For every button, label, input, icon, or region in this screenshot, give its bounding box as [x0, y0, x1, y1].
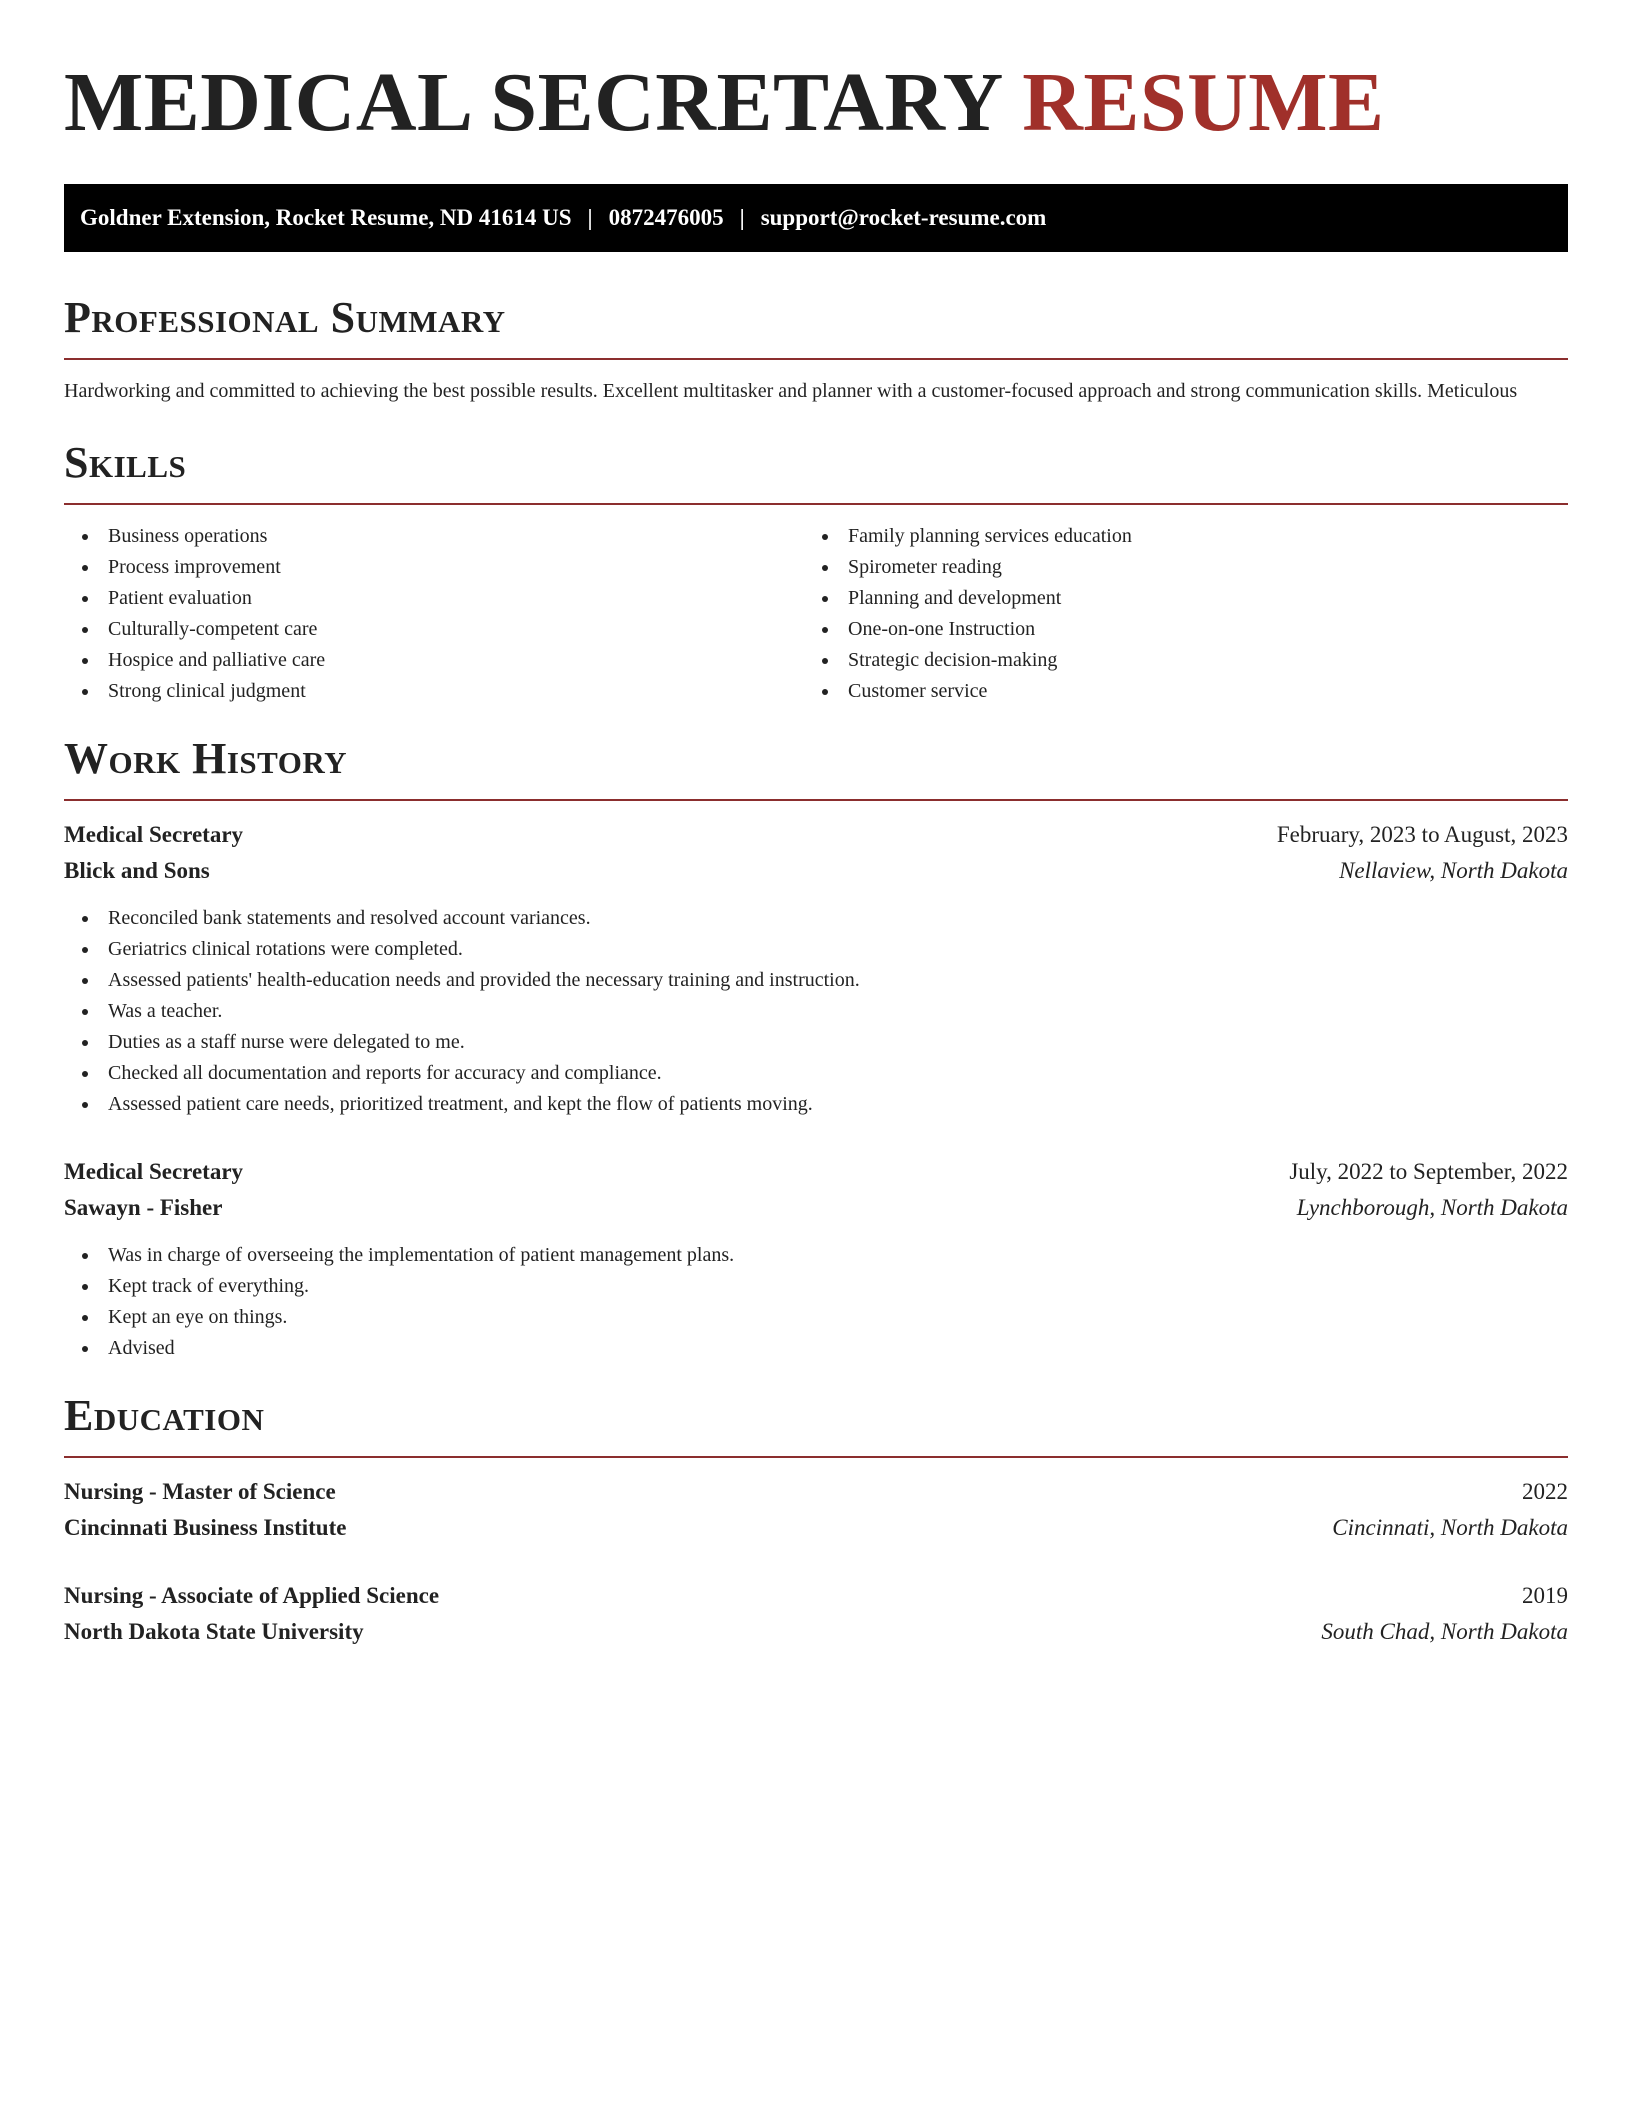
education-degree-row [64, 1474, 1568, 1510]
contact-separator: | [587, 205, 593, 230]
job-entry [64, 817, 1568, 1120]
section-divider [64, 358, 1568, 360]
contact-address: Goldner Extension, Rocket Resume, ND 41614 US [80, 205, 572, 230]
job-duty: Was in charge of overseeing the implementation of patient management plans. [64, 1240, 1568, 1271]
education-degree: Nursing - Master of Science [64, 1479, 336, 1504]
job-location: Nellaview, North Dakota [1339, 858, 1568, 883]
skill-item: Family planning services education [804, 521, 1544, 552]
resume-title [64, 54, 1568, 152]
contact-email[interactable]: support@rocket-resume.com [760, 205, 1047, 230]
contact-bar [64, 184, 1568, 252]
job-header-row [64, 817, 1568, 853]
job-duty: Advised [64, 1333, 1568, 1364]
skill-item: Process improvement [64, 552, 804, 583]
work-history-heading: Work History [64, 734, 348, 783]
job-dates: July, 2022 to September, 2022 [1289, 1159, 1568, 1184]
job-location: Lynchborough, North Dakota [1296, 1195, 1568, 1220]
job-duty: Kept an eye on things. [64, 1302, 1568, 1333]
job-duties [64, 1240, 1568, 1364]
education-degree-row [64, 1578, 1568, 1614]
job-duty: Checked all documentation and reports for accuracy and compliance. [64, 1058, 1568, 1089]
job-duty: Assessed patient care needs, prioritized treatment, and kept the flow of patients moving. [64, 1089, 1568, 1120]
summary-heading: Professional Summary [64, 293, 506, 342]
section-divider [64, 1456, 1568, 1458]
education-school-row [64, 1614, 1568, 1650]
job-duty: Kept track of everything. [64, 1271, 1568, 1302]
education-year: 2022 [1522, 1479, 1568, 1504]
education-year: 2019 [1522, 1583, 1568, 1608]
education-school: North Dakota State University [64, 1619, 364, 1644]
job-title: Medical Secretary [64, 1159, 244, 1184]
skills-list [64, 521, 1568, 707]
skills-heading: Skills [64, 438, 187, 487]
skill-item: Strong clinical judgment [64, 676, 804, 707]
education-location: Cincinnati, North Dakota [1332, 1515, 1568, 1540]
contact-separator: | [739, 205, 745, 230]
job-company: Blick and Sons [64, 858, 210, 883]
education-degree: Nursing - Associate of Applied Science [64, 1583, 440, 1608]
title-resume-word: RESUME [1022, 56, 1385, 149]
job-dates: February, 2023 to August, 2023 [1276, 822, 1568, 847]
education-location: South Chad, North Dakota [1321, 1619, 1568, 1644]
job-duty: Was a teacher. [64, 996, 1568, 1027]
skill-item: One-on-one Instruction [804, 614, 1544, 645]
contact-phone: 0872476005 [608, 205, 724, 230]
section-divider [64, 799, 1568, 801]
title-job: MEDICAL SECRETARY [64, 56, 1001, 149]
job-duty: Assessed patients' health-education needs and provided the necessary training and instruction. [64, 965, 1568, 996]
job-duty: Duties as a staff nurse were delegated to me. [64, 1027, 1568, 1058]
skills-column-left [64, 521, 804, 707]
skill-item: Planning and development [804, 583, 1544, 614]
section-divider [64, 503, 1568, 505]
job-title: Medical Secretary [64, 822, 244, 847]
skill-item: Business operations [64, 521, 804, 552]
job-entry [64, 1154, 1568, 1364]
skill-item: Patient evaluation [64, 583, 804, 614]
education-school-row [64, 1510, 1568, 1546]
skill-item: Strategic decision-making [804, 645, 1544, 676]
education-school: Cincinnati Business Institute [64, 1515, 347, 1540]
skill-item: Customer service [804, 676, 1544, 707]
skills-column-right [804, 521, 1544, 707]
job-duty: Geriatrics clinical rotations were completed. [64, 934, 1568, 965]
job-company-row [64, 853, 1568, 889]
summary-text: Hardworking and committed to achieving the best possible results. Excellent multitasker and planner with a customer-focused approach and strong communication skills. Meticulous [64, 380, 1518, 402]
education-heading: Education [64, 1391, 265, 1440]
skill-item: Hospice and palliative care [64, 645, 804, 676]
job-company-row [64, 1190, 1568, 1226]
skill-item: Spirometer reading [804, 552, 1544, 583]
job-company: Sawayn - Fisher [64, 1195, 223, 1220]
job-duties [64, 903, 1568, 1120]
skill-item: Culturally-competent care [64, 614, 804, 645]
education-entry [64, 1474, 1568, 1546]
education-entry [64, 1578, 1568, 1650]
job-duty: Reconciled bank statements and resolved account variances. [64, 903, 1568, 934]
job-header-row [64, 1154, 1568, 1190]
